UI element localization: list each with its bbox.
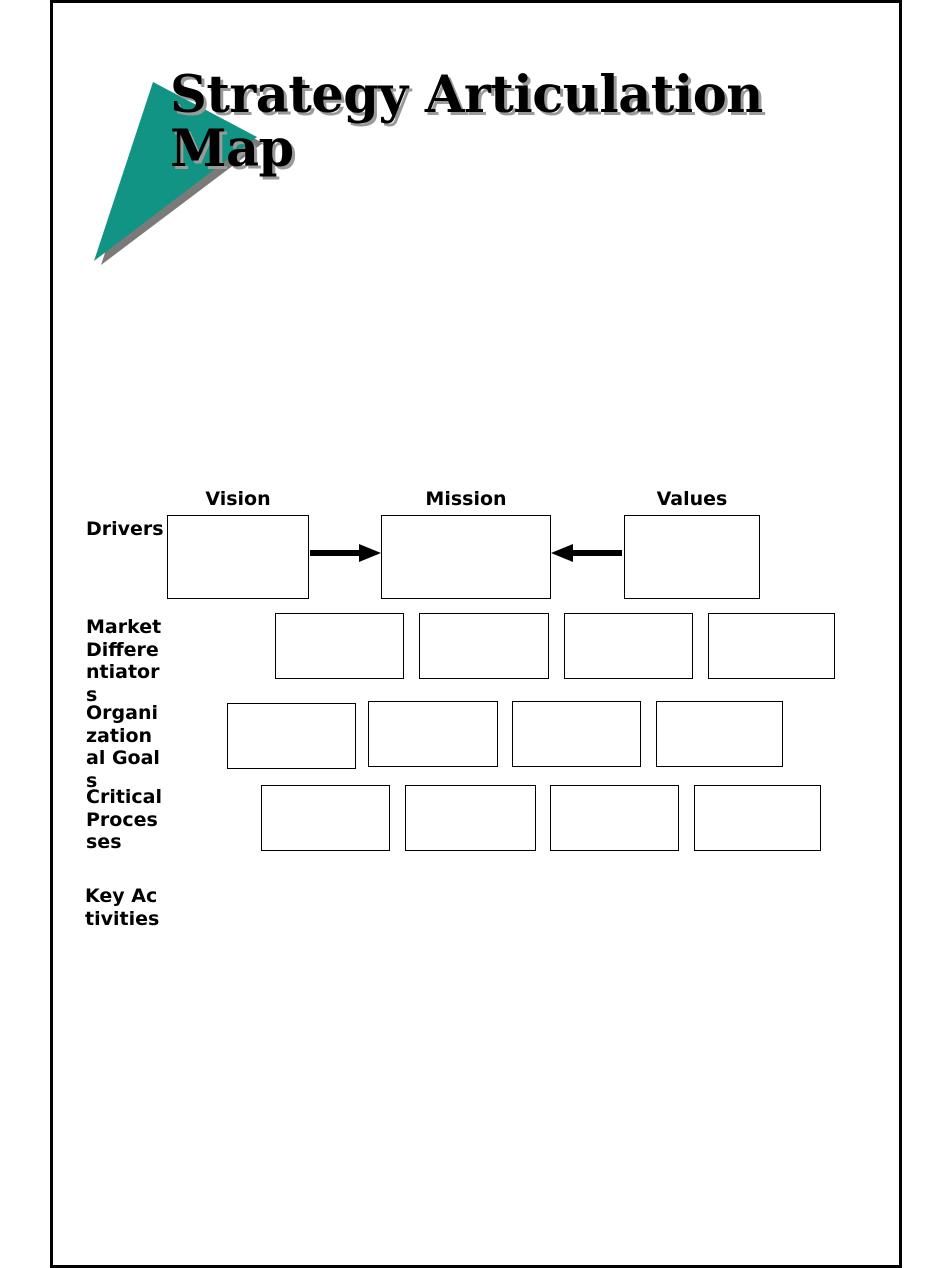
- page-title: Strategy Articulation Map: [170, 65, 763, 179]
- column-header-mission: Mission: [425, 488, 507, 510]
- row-label-critical-processes: Critical Processes: [86, 786, 163, 853]
- row-label-market-differentiators: Market Differentiators: [86, 616, 162, 706]
- arrow-values-to-mission: [551, 544, 622, 562]
- row-label-key-activities: Key Activities: [85, 885, 160, 930]
- row-label-organizational-goals: Organizational Goals: [86, 702, 160, 792]
- arrow-vision-to-mission: [310, 544, 381, 562]
- column-header-values: Values: [656, 488, 728, 510]
- column-header-vision: Vision: [205, 488, 271, 510]
- row-label-drivers: Drivers: [86, 518, 164, 540]
